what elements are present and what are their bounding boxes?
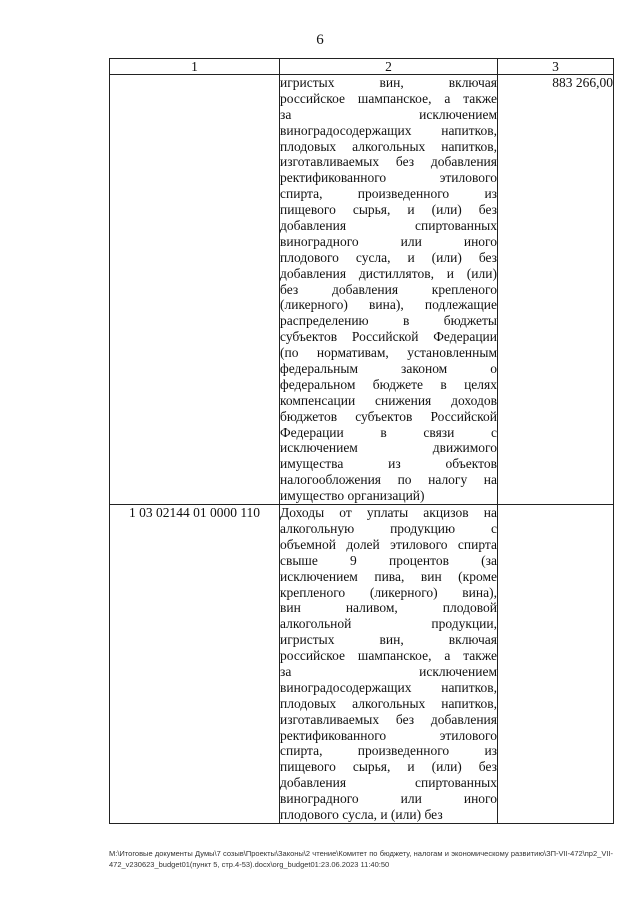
- description-line: субъектов Российской Федерации: [280, 329, 497, 345]
- budget-code-cell: [110, 75, 280, 505]
- description-line: имущества из объектов: [280, 456, 497, 472]
- description-line: вин наливом, плодовой: [280, 600, 497, 616]
- budget-table: [109, 58, 614, 824]
- table-body: [110, 75, 614, 824]
- page-number: 6: [316, 32, 324, 48]
- description-line: виноградного или иного: [280, 791, 497, 807]
- description-line: добавления спиртованных: [280, 775, 497, 791]
- description-line: плодовых алкогольных напитков,: [280, 138, 497, 154]
- description-line: российское шампанское, а также: [280, 90, 497, 106]
- description-line: распределению в бюджеты: [280, 313, 497, 329]
- description-line: спирта, произведенного из: [280, 743, 497, 759]
- description-line: Доходы от уплаты акцизов на: [280, 505, 497, 521]
- description-line: игристых вин, включая: [280, 632, 497, 648]
- description-line: крепленого (ликерного) вина),: [280, 584, 497, 600]
- description-line: исключением пива, вин (кроме: [280, 568, 497, 584]
- description-line: свыше 9 процентов (за: [280, 552, 497, 568]
- description-line: добавления дистиллятов, и (или): [280, 265, 497, 281]
- description-line: плодовых алкогольных напитков,: [280, 695, 497, 711]
- amount-value: [498, 505, 613, 521]
- document-file-path: [109, 848, 613, 870]
- description-line: федеральном бюджете в целях: [280, 376, 497, 392]
- column-header-3: 3: [498, 59, 614, 75]
- description-line: объемной долей этилового спирта: [280, 536, 497, 552]
- file-path-line-2: 472_v230623_budget01(пункт 5, стр.4-53).docx\org_budget01:23.06.2023 11:40:50: [109, 860, 390, 869]
- description-line: без добавления крепленого: [280, 281, 497, 297]
- table-row: [110, 75, 614, 505]
- description-line: изготавливаемых без добавления: [280, 154, 497, 170]
- description-line: ректификованного этилового: [280, 727, 497, 743]
- description-line: виноградосодержащих напитков,: [280, 122, 497, 138]
- description-cell: [280, 75, 498, 505]
- column-header-1: 1: [110, 59, 280, 75]
- description-line: имущество организаций): [280, 488, 425, 504]
- description-line: налогообложения по налогу на: [280, 472, 497, 488]
- description-line: алкогольную продукцию с: [280, 520, 497, 536]
- description-line: бюджетов субъектов Российской: [280, 408, 497, 424]
- description-line: игристых вин, включая: [280, 75, 497, 90]
- description-line: изготавливаемых без добавления: [280, 711, 497, 727]
- description-line: плодового сусла, и (или) без: [280, 249, 497, 265]
- description-line: (по нормативам, установленным: [280, 345, 497, 361]
- budget-code-cell: 1 03 02144 01 0000 110: [110, 505, 280, 824]
- column-header-2: 2: [280, 59, 498, 75]
- description-line: за исключением: [280, 663, 497, 679]
- table-row: [110, 505, 614, 824]
- description-line: виноградного или иного: [280, 233, 497, 249]
- description-line: виноградосодержащих напитков,: [280, 679, 497, 695]
- table-header-row: [110, 59, 614, 75]
- description-line: плодового сусла, и (или) без: [280, 806, 443, 822]
- description-line: (ликерного) вина), подлежащие: [280, 297, 497, 313]
- amount-cell: [498, 75, 614, 505]
- amount-value: 883 266,00: [552, 75, 613, 90]
- description-cell: [280, 505, 498, 824]
- description-line: федеральным законом о: [280, 361, 497, 377]
- description-line: Федерации в связи с: [280, 424, 497, 440]
- file-path-line-1: M:\Итоговые документы Думы\7 созыв\Проекты\Законы\2 чтение\Комитет по бюджету, налогам и экономическому развитию\ЗП-VII-472\пр2_VII-: [109, 849, 613, 858]
- description-line: ректификованного этилового: [280, 170, 497, 186]
- amount-cell: [498, 505, 614, 824]
- description-line: пищевого сырья, и (или) без: [280, 202, 497, 218]
- description-line: компенсации снижения доходов: [280, 392, 497, 408]
- description-line: пищевого сырья, и (или) без: [280, 759, 497, 775]
- description-line: алкогольной продукции,: [280, 616, 497, 632]
- description-line: добавления спиртованных: [280, 218, 497, 234]
- description-line: за исключением: [280, 106, 497, 122]
- description-line: исключением движимого: [280, 440, 497, 456]
- description-line: российское шампанское, а также: [280, 648, 497, 664]
- description-line: спирта, произведенного из: [280, 186, 497, 202]
